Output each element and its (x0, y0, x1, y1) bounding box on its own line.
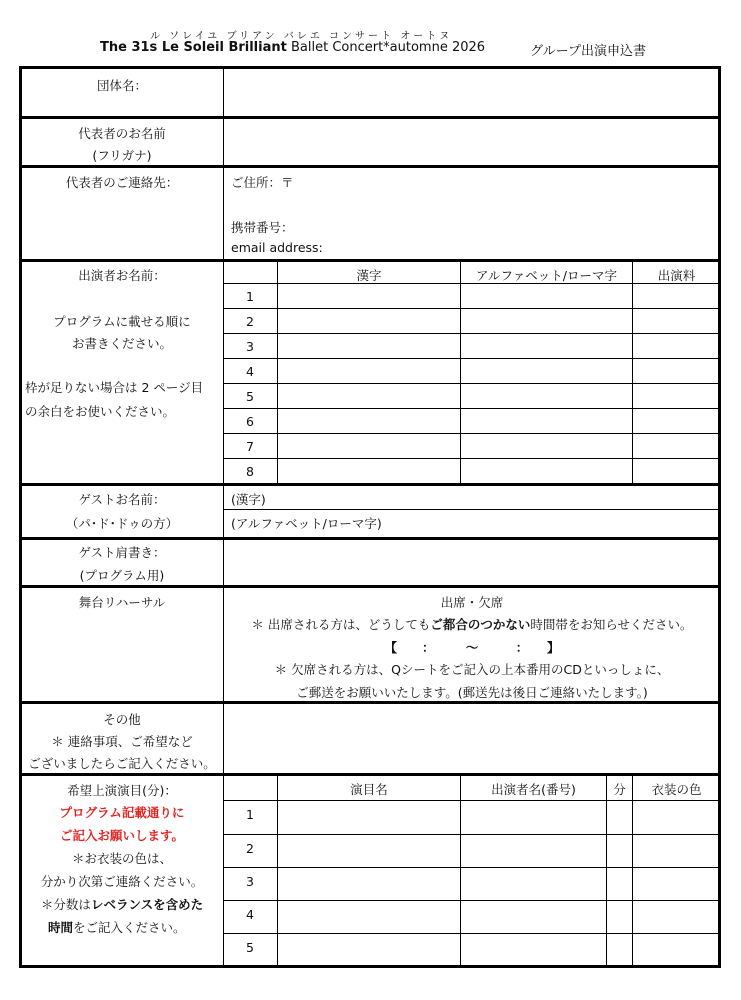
rehearsal-note (224, 615, 720, 633)
col-program-performer: 出演者名(番号) (491, 782, 576, 797)
other-note: ございましたらご記入ください。 (28, 756, 216, 771)
program-note-bold: 時間 (48, 920, 74, 935)
col-program-title: 演目名 (350, 782, 388, 797)
col-program-costume: 衣装の色 (651, 782, 702, 797)
grid-line (606, 775, 607, 967)
concert-title-rest: Ballet Concert*automne 2026 (290, 40, 486, 55)
grid-line (460, 775, 461, 967)
col-alphabet: アルファベット/ローマ字 (476, 268, 617, 283)
section-divider (19, 483, 721, 486)
row-number: 7 (246, 439, 254, 454)
row-number: 5 (246, 940, 254, 955)
rep-name-field[interactable] (224, 119, 720, 164)
rep-furigana-label: (フリガナ) (92, 148, 152, 163)
section-divider (19, 165, 721, 168)
rehearsal-note-c: 時間帯をお知らせください。 (530, 617, 693, 632)
program-note-b: をご記入ください。 (73, 920, 186, 935)
row-number: 6 (246, 414, 254, 429)
row-number: 4 (246, 907, 254, 922)
guest-label: ゲストお名前： (78, 492, 166, 507)
section-divider (19, 259, 721, 262)
grid-line (223, 900, 720, 901)
grid-line (223, 509, 720, 510)
guest-alpha-field[interactable]: (アルファベット/ローマ字) (231, 516, 382, 531)
row-number: 2 (246, 314, 254, 329)
row-number: 4 (246, 364, 254, 379)
guest-title-field[interactable] (224, 540, 720, 584)
other-note: ＊ 連絡事項、ご希望など (51, 734, 193, 749)
form-name: グループ出演申込書 (530, 44, 646, 59)
rehearsal-note: ご郵送をお願いいたします。(郵送先は後日ご連絡いたします。) (296, 685, 648, 700)
grid-line (223, 308, 720, 309)
time-slot-field[interactable]: 【 ： ～ ： 】 (384, 640, 560, 655)
group-name-field[interactable] (224, 69, 720, 115)
guest-sublabel: （パ･ド･ドゥの方） (65, 516, 179, 531)
program-note: 分かり次第ご連絡ください。 (40, 874, 204, 889)
program-note-bold: レベランスを含めた (90, 897, 204, 912)
rehearsal-note: ＊ 欠席される方は、Qシートをご記入の上本番用のCDといっしょに、 (274, 662, 670, 677)
program-note (22, 895, 222, 913)
grid-line (460, 261, 461, 484)
program-note-a: ＊分数は (40, 897, 91, 912)
other-label: その他 (103, 712, 141, 727)
grid-line (223, 333, 720, 334)
grid-line (223, 408, 720, 409)
performers-note: プログラムに載せる順に (53, 314, 191, 329)
email-field[interactable]: email address: (231, 240, 323, 255)
guest-title-sublabel: (プログラム用) (79, 568, 165, 583)
section-divider (19, 585, 721, 588)
address-field[interactable]: ご住所：〒 (231, 175, 294, 190)
rehearsal-note-a: ＊ 出席される方は、どうしても (251, 617, 431, 632)
guest-title-label: ゲスト肩書き： (78, 545, 166, 560)
concert-title-bold: The 31s Le Soleil Brilliant (100, 40, 287, 55)
row-number: 2 (246, 841, 254, 856)
rehearsal-note-bold: ご都合のつかない (430, 617, 531, 632)
row-number: 1 (246, 807, 254, 822)
guest-kanji-field[interactable]: (漢字) (231, 492, 266, 507)
grid-line (632, 261, 633, 484)
label-column-divider (223, 66, 224, 968)
phone-field[interactable]: 携帯番号： (231, 220, 294, 235)
grid-line (223, 933, 720, 934)
grid-line (223, 433, 720, 434)
row-number: 3 (246, 874, 254, 889)
program-red-note: プログラム記載通りに (59, 805, 185, 820)
contact-label: 代表者のご連絡先： (65, 175, 179, 190)
grid-line (223, 834, 720, 835)
performers-note: の余白をお使いください。 (25, 404, 176, 419)
col-fee: 出演料 (657, 268, 696, 283)
grid-line (277, 261, 278, 484)
other-field[interactable] (224, 704, 720, 772)
concert-title (100, 40, 485, 55)
performers-note: 枠が足りない場合は 2 ページ目 (25, 380, 204, 395)
group-name-label: 団体名： (96, 78, 147, 93)
row-number: 1 (246, 289, 254, 304)
row-number: 5 (246, 389, 254, 404)
program-label: 希望上演演目(分)： (67, 783, 177, 798)
col-program-minutes: 分 (613, 782, 626, 797)
program-red-note: ご記入お願いします。 (59, 828, 184, 843)
col-kanji: 漢字 (356, 268, 382, 283)
grid-line (223, 458, 720, 459)
title-ruby: ル ソレイユ ブリアン バレエ コンサート オートヌ (150, 31, 453, 42)
row-number: 8 (246, 464, 254, 479)
grid-line (277, 775, 278, 967)
grid-line (223, 800, 720, 801)
program-note (48, 918, 186, 936)
rep-name-label: 代表者のお名前 (78, 126, 166, 141)
grid-line (223, 867, 720, 868)
performers-label: 出演者お名前： (78, 268, 166, 283)
attendance-option[interactable]: 出席・欠席 (440, 595, 504, 610)
program-note: ＊お衣装の色は、 (71, 851, 172, 866)
section-divider (19, 773, 721, 776)
performers-note: お書きください。 (71, 336, 172, 351)
row-number: 3 (246, 339, 254, 354)
grid-line (223, 383, 720, 384)
grid-line (632, 775, 633, 967)
grid-line (223, 358, 720, 359)
rehearsal-label: 舞台リハーサル (78, 595, 166, 610)
